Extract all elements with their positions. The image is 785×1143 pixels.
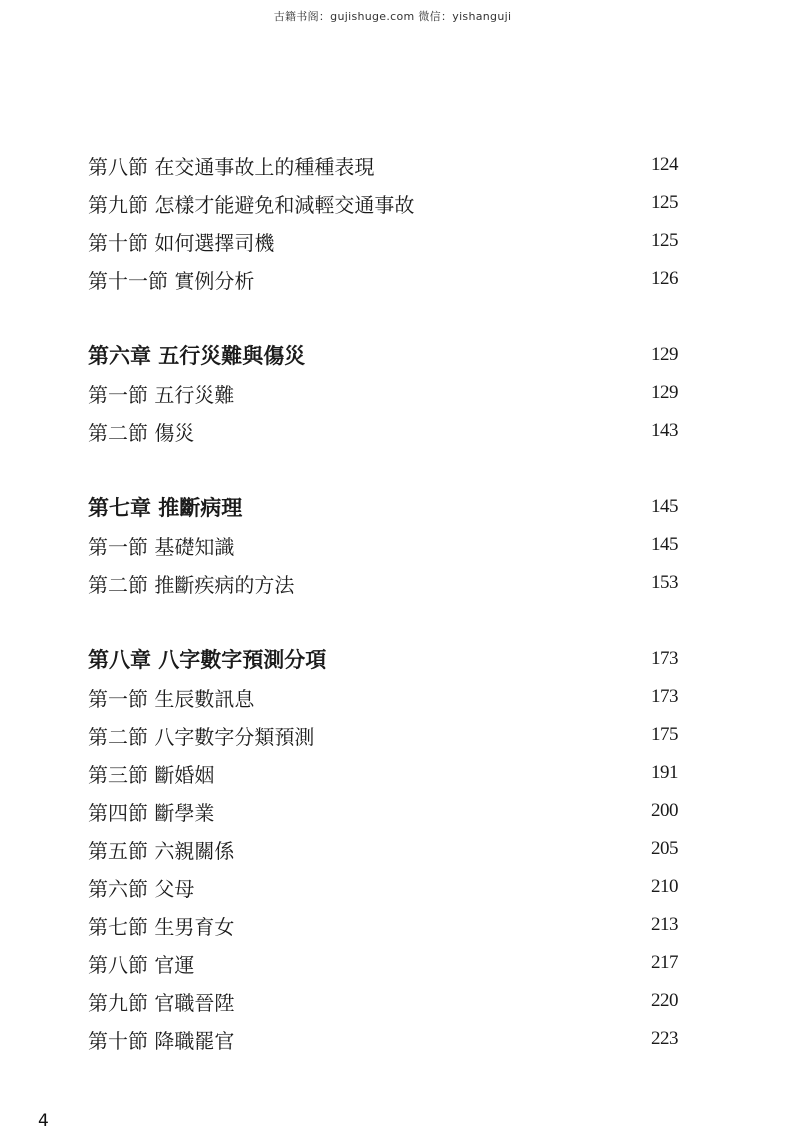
toc-entry[interactable] [88, 868, 678, 906]
toc-entry[interactable] [88, 526, 678, 564]
toc-entry-page: 223 [651, 1028, 678, 1049]
toc-entry-title: 第七節 生男育女 [88, 914, 235, 939]
toc-entry-title: 第八節 官運 [88, 952, 195, 977]
toc-entry[interactable] [88, 374, 678, 412]
toc-chapter-page: 145 [651, 496, 678, 517]
toc-entry-page: 220 [651, 990, 678, 1011]
toc-entry-title: 第十一節 實例分析 [88, 268, 255, 293]
toc-chapter[interactable] [88, 640, 678, 678]
toc-entry-page: 126 [651, 268, 678, 289]
toc-entry[interactable] [88, 260, 678, 298]
toc-entry-page: 175 [651, 724, 678, 745]
toc-entry-title: 第一節 生辰數訊息 [88, 686, 255, 711]
toc-chapter-title: 第八章 八字數字預測分項 [88, 647, 327, 672]
toc-entry[interactable] [88, 716, 678, 754]
section-gap [88, 602, 678, 640]
toc-entry[interactable] [88, 146, 678, 184]
toc-entry-title: 第九節 怎樣才能避免和減輕交通事故 [88, 192, 415, 217]
toc-entry[interactable] [88, 564, 678, 602]
section-gap [88, 298, 678, 336]
toc-entry-page: 210 [651, 876, 678, 897]
toc-entry-page: 143 [651, 420, 678, 441]
toc-entry-title: 第六節 父母 [88, 876, 195, 901]
toc-entry-title: 第八節 在交通事故上的種種表現 [88, 154, 375, 179]
toc-entry-page: 173 [651, 686, 678, 707]
toc-entry-page: 124 [651, 154, 678, 175]
toc-entry[interactable] [88, 1020, 678, 1058]
toc-entry-page: 217 [651, 952, 678, 973]
toc-chapter[interactable] [88, 488, 678, 526]
section-gap [88, 450, 678, 488]
toc-entry-title: 第二節 傷災 [88, 420, 195, 445]
toc-entry-page: 153 [651, 572, 678, 593]
toc-entry[interactable] [88, 944, 678, 982]
toc-entry-title: 第一節 五行災難 [88, 382, 235, 407]
toc-chapter-page: 129 [651, 344, 678, 365]
toc-entry[interactable] [88, 754, 678, 792]
toc-entry[interactable] [88, 792, 678, 830]
toc-chapter-page: 173 [651, 648, 678, 669]
toc-entry-page: 125 [651, 230, 678, 251]
toc-entry-title: 第十節 降職罷官 [88, 1028, 235, 1053]
toc-entry[interactable] [88, 412, 678, 450]
toc-entry[interactable] [88, 222, 678, 260]
toc-entry-page: 200 [651, 800, 678, 821]
toc-entry[interactable] [88, 678, 678, 716]
table-of-contents [88, 146, 678, 1058]
toc-entry-title: 第一節 基礎知識 [88, 534, 235, 559]
toc-entry-page: 191 [651, 762, 678, 783]
toc-chapter-title: 第六章 五行災難與傷災 [88, 343, 306, 368]
toc-entry-page: 145 [651, 534, 678, 555]
toc-entry-page: 129 [651, 382, 678, 403]
toc-entry-page: 205 [651, 838, 678, 859]
toc-entry-title: 第三節 斷婚姻 [88, 762, 215, 787]
watermark: 古籍书阁：gujishuge.com 微信：yishanguji [273, 10, 512, 23]
toc-entry[interactable] [88, 830, 678, 868]
toc-entry-title: 第二節 八字數字分類預測 [88, 724, 315, 749]
toc-entry[interactable] [88, 184, 678, 222]
toc-chapter[interactable] [88, 336, 678, 374]
toc-entry[interactable] [88, 906, 678, 944]
toc-entry-title: 第十節 如何選擇司機 [88, 230, 275, 255]
toc-entry-title: 第二節 推斷疾病的方法 [88, 572, 295, 597]
toc-entry-page: 125 [651, 192, 678, 213]
toc-entry-title: 第五節 六親關係 [88, 838, 235, 863]
toc-chapter-title: 第七章 推斷病理 [88, 495, 243, 520]
toc-entry-page: 213 [651, 914, 678, 935]
toc-entry-title: 第九節 官職晉陞 [88, 990, 235, 1015]
page-number: 4 [38, 1111, 49, 1131]
toc-entry-title: 第四節 斷學業 [88, 800, 215, 825]
toc-entry[interactable] [88, 982, 678, 1020]
